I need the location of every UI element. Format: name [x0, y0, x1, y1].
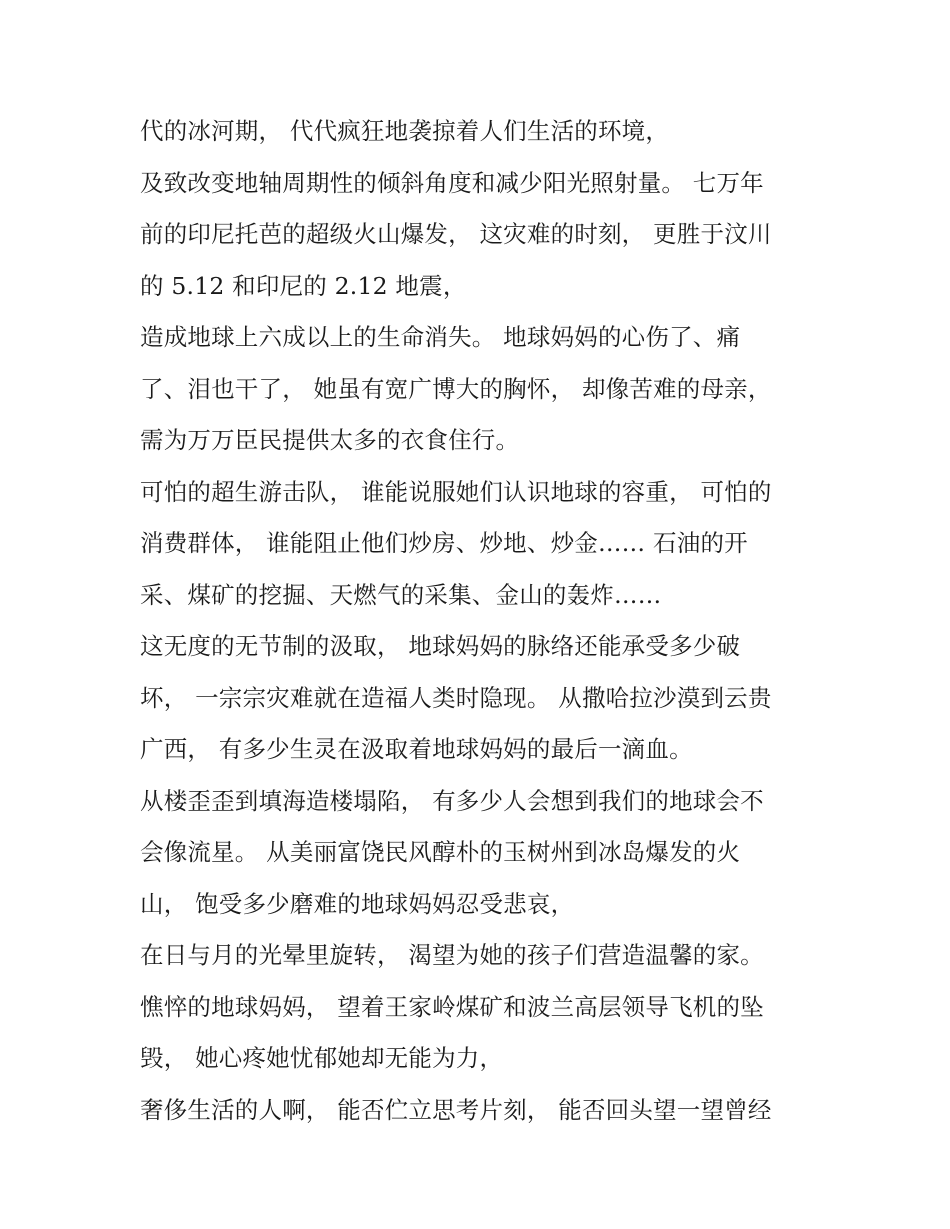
- text-line: 消费群体， 谁能阻止他们炒房、炒地、炒金…… 石油的开: [140, 529, 748, 557]
- text-line: 可怕的超生游击队， 谁能说服她们认识地球的容重， 可怕的: [140, 477, 772, 506]
- text-line: 山， 饱受多少磨难的地球妈妈忍受悲哀，: [140, 889, 575, 918]
- text-line: 坏， 一宗宗灾难就在造福人类时隐现。 从撒哈拉沙漠到云贵: [140, 683, 772, 712]
- document-body: [140, 106, 820, 1136]
- text-line: 的 5.12 和印尼的 2.12 地震，: [140, 271, 467, 300]
- text-line: 奢侈生活的人啊， 能否伫立思考片刻， 能否回头望一望曾经: [140, 1095, 772, 1124]
- text-line: 了、泪也干了， 她虽有宽广博大的胸怀， 却像苦难的母亲，: [140, 374, 772, 403]
- text-line: 憔悴的地球妈妈， 望着王家岭煤矿和波兰高层领导飞机的坠: [140, 992, 764, 1021]
- text-line: 从楼歪歪到填海造楼塌陷， 有多少人会想到我们的地球会不: [140, 786, 764, 815]
- text-line: 会像流星。 从美丽富饶民风醇朴的玉树州到冰岛爆发的火: [140, 838, 741, 866]
- text-line: 造成地球上六成以上的生命消失。 地球妈妈的心伤了、痛: [140, 323, 741, 351]
- text-line: 在日与月的光晕里旋转， 渴望为她的孩子们营造温馨的家。: [140, 941, 764, 969]
- text-line: 这无度的无节制的汲取， 地球妈妈的脉络还能承受多少破: [140, 632, 741, 660]
- text-line: 需为万万臣民提供太多的衣食住行。: [140, 426, 520, 454]
- text-line: 毁， 她心疼她忧郁她却无能为力，: [140, 1044, 504, 1072]
- text-line: 及致改变地轴周期性的倾斜角度和减少阳光照射量。 七万年: [140, 168, 764, 197]
- text-line: 采、煤矿的挖掘、天燃气的采集、金山的轰炸……: [140, 580, 662, 609]
- text-line: 代的冰河期， 代代疯狂地袭掠着人们生活的环境，: [140, 117, 670, 145]
- text-line: 前的印尼托芭的超级火山爆发， 这灾难的时刻， 更胜于汶川: [140, 220, 772, 248]
- text-line: 广西， 有多少生灵在汲取着地球妈妈的最后一滴血。: [140, 735, 693, 763]
